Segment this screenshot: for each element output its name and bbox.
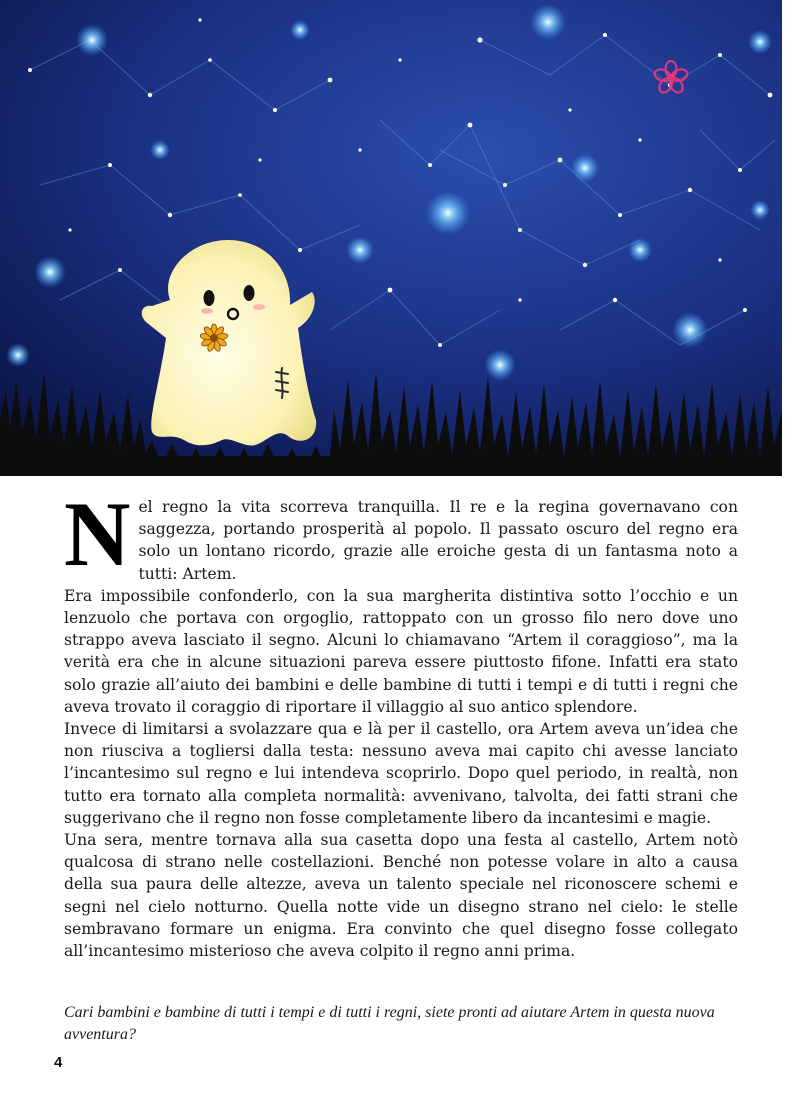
drop-cap: N <box>64 483 131 585</box>
closing-question: Cari bambini e bambine di tutti i tempi e di tutti i regni, siete pronti ad aiutare Artem in questa nuova avventura? <box>64 1004 715 1043</box>
paragraph-1 <box>64 483 738 585</box>
story-text <box>64 483 738 962</box>
paragraph-3: Invece di limitarsi a svolazzare qua e là per il castello, ora Artem aveva un’idea che non riusciva a togliersi dalla testa: nessuno aveva mai capito chi avesse lanciato l’incantesimo sul regno e lui intendeva scoprirlo. Dopo quel periodo, in realtà, non tutto era tornato alla completa normalità: avvenivano, talvolta, dei fatti strani che suggerivano che il regno non fosse completamente libero da incantesimi e magie. <box>64 720 738 827</box>
ghost-right-eye <box>244 285 255 301</box>
paragraph-2: Era impossibile confonderlo, con la sua margherita distintiva sotto l’occhio e un lenzuolo che portava con orgoglio, rattoppato con un grosso filo nero dove uno strappo aveva lasciato il segno. Alcuni lo chiamavano “Artem il coraggioso”, ma la verità era che in alcune situazioni pareva essere piuttosto fifone. Infatti era stato solo grazie all’aiuto dei bambini e delle bambine di tutti i tempi e di tutti i regni che aveva trovato il coraggio di riportare il villaggio al suo antico splendore. <box>64 586 738 716</box>
paragraph-4: Una sera, mentre tornava alla sua casetta dopo una festa al castello, Artem notò qualcosa di strano nelle costellazioni. Benché non potesse volare in alto a causa della sua paura delle altezze, aveva un talento speciale nel riconoscere schemi e segni nel cielo notturno. Quella notte vide un disegno strano nel cielo: le stelle sembravano formare un enigma. Era convinto che quel disegno fosse collegato all’incantesimo misterioso che aveva colpito il regno anni prima. <box>64 831 738 961</box>
page-number: 4 <box>54 1054 63 1071</box>
sky-background <box>0 0 782 476</box>
ghost-left-eye <box>204 290 215 306</box>
night-sky-illustration <box>0 0 782 476</box>
paragraph-1-text: el regno la vita scorreva tranquilla. Il re e la regina governavano con saggezza, portando prosperità al popolo. Il passato oscuro del regno era solo un lontano ricordo, grazie alle eroiche gesta di un fantasma noto a tutti: Artem. <box>138 498 738 583</box>
